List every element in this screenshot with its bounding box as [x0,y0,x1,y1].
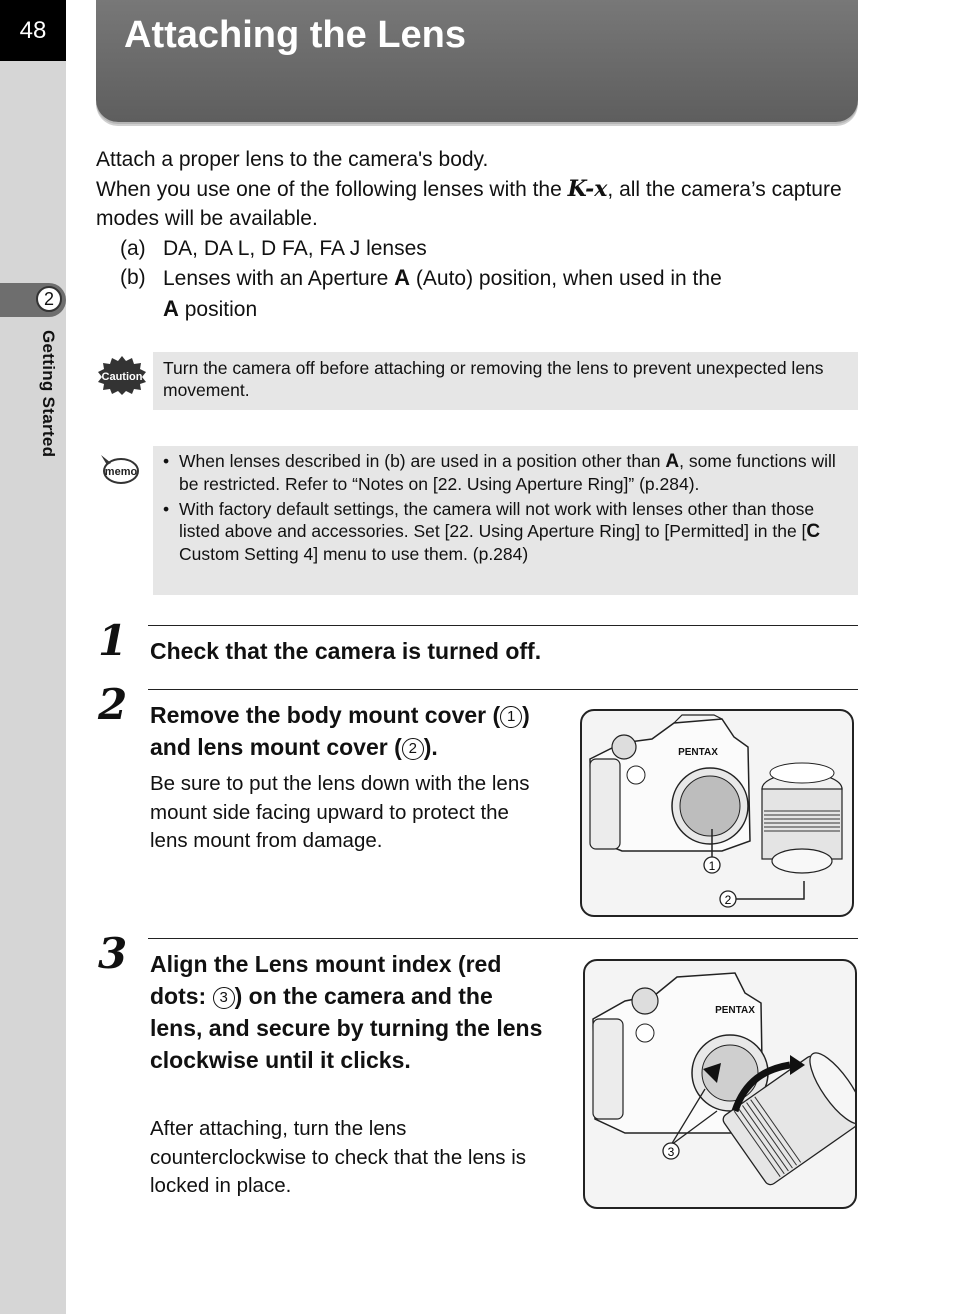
step-number: 1 [98,616,128,665]
caution-note [153,352,858,410]
lens-item-a: (a) DA, DA L, D FA, FA J lenses [120,236,427,260]
step-title: Check that the camera is turned off. [150,638,542,664]
caution-icon [97,355,147,395]
custom-menu-icon: C [806,521,821,542]
svg-text:PENTAX: PENTAX [715,1005,755,1016]
chapter-sidebar [0,0,66,1314]
title-banner [96,0,858,122]
step-number: 3 [98,929,128,978]
svg-text:memo: memo [104,466,138,478]
step-divider [148,938,858,939]
chapter-number: 2 [36,286,62,312]
camera-body-drawing [582,711,852,915]
page-number: 48 [0,0,66,61]
step-body: After attaching, turn the lens counterclockwise to check that the lens is locked in place. [150,1117,527,1197]
aperture-a-symbol: A [394,265,411,290]
step-divider [148,625,858,626]
svg-text:Caution: Caution [101,371,143,383]
page-title: Attaching the Lens [124,14,467,56]
memo-bullet: • When lenses described in (b) are used in a position other than A, some functions will be restricted. Refer to “Notes on [22. Using Aperture Ring]” (p.284). [179,450,848,495]
camera-lens-drawing [585,961,855,1207]
svg-text:PENTAX: PENTAX [678,747,718,758]
callout-1: 1 [708,859,716,873]
camera-model-logo: K-x [567,175,608,202]
camera-remove-covers-illustration [580,709,854,917]
step-title: Remove the body mount cover ( 1 ) and lens mount cover ( 2 ). [150,702,530,760]
step-body: Be sure to put the lens down with the lens mount side facing upward to protect the lens mount from damage. [150,772,530,852]
memo-icon [97,449,141,489]
memo-bullet: • With factory default settings, the camera will not work with lenses other than those listed above and accessories. Set [22. Using Aperture Ring] to [Permitted] in the [C Custom Setting 4] menu to use them. (p.284) [179,498,848,565]
chapter-label: Getting Started [39,330,58,458]
aperture-a-symbol: A [163,295,179,321]
callout-2: 2 [724,893,732,907]
intro-line-1: Attach a proper lens to the camera's body. [96,148,489,171]
aperture-a-symbol: A [665,451,680,472]
lens-attach-illustration [583,959,857,1209]
caution-text: Turn the camera off before attaching or removing the lens to prevent unexpected lens movement. [163,358,824,400]
intro-text [96,145,866,324]
callout-marker: 3 [213,987,235,1009]
lens-item-b-cont: A position [163,295,258,321]
memo-note [153,446,858,595]
callout-marker: 2 [402,738,424,760]
step-number: 2 [98,680,128,729]
callout-marker: 1 [500,706,522,728]
step-title: Align the Lens mount index (red dots: 3 ) on the camera and the lens, and secure by turning the lens clockwise until it clicks. [150,951,543,1073]
step-divider [148,689,858,690]
callout-3: 3 [667,1145,675,1159]
lens-item-b: (b) Lenses with an Aperture A (Auto) position, when used in the [120,265,722,290]
intro-line-2: When you use one of the following lenses with the K-x, all the camera’s capture modes will be available. [96,175,842,230]
